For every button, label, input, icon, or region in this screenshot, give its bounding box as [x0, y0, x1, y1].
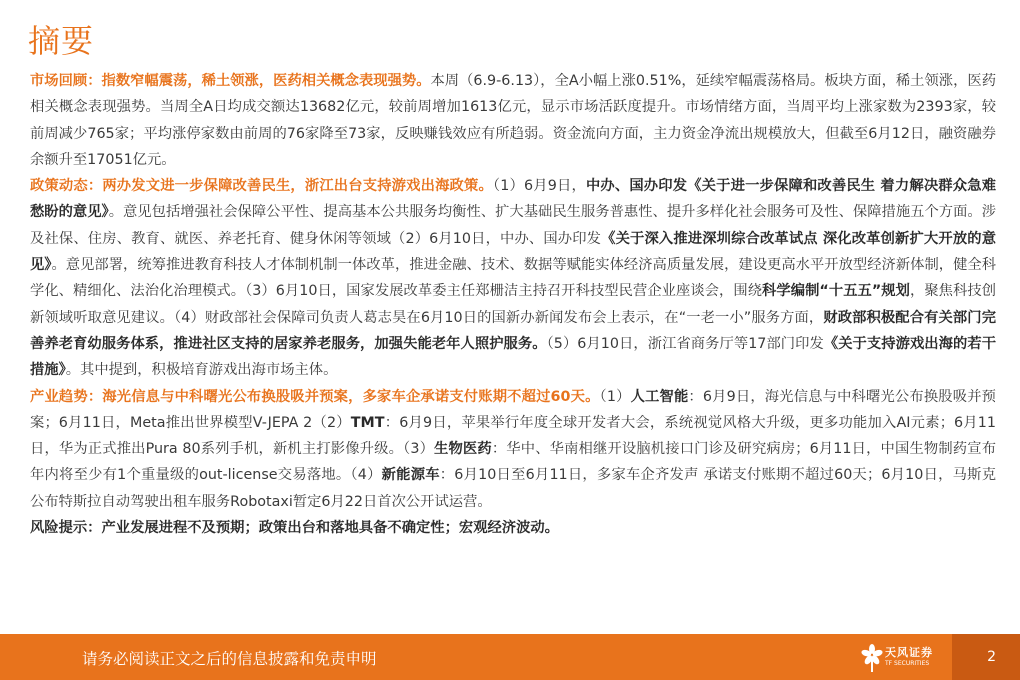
summary-body [30, 68, 996, 541]
industry-bold-3: 生物医药 [434, 441, 492, 458]
market-review-text: 本周（6.9-6.13），全A小幅上涨0.51%，延续窄幅震荡格局。板块方面，稀土领涨，医药相关概念表现强势。当周全A日均成交额达13682亿元，较前周增加1613亿元，显示市场活跃度提升。市场情绪方面，当周平均上涨家数为2393家，较前周减少765家；平均涨停家数由前周的76家降至73家，反映赚钱效应有所趋弱。资金流向方面，主力资金净流出规模放大，但截至6月12日，融资融券余额升至17051亿元。 [30, 73, 996, 168]
policy-bold-1: 中办、国办印发《关于进一步保障和改善民生 着力解决群众急难愁盼的意见》 [30, 178, 996, 221]
company-logo [860, 642, 946, 674]
page-title: 摘要 [28, 22, 95, 60]
footer-corner-block [952, 634, 1020, 680]
footer-bar [0, 634, 1020, 680]
risk-heading: 风险提示： [30, 520, 102, 537]
industry-text-3: ：6月9日，苹果举行年度全球开发者大会，系统视觉风格大升级，更多功能加入AI元素；6月11日，华为正式推出Pura 80系列手机，新机主打影像升级。（3） [30, 414, 996, 458]
policy-text-5: （5）6月10日，浙江省商务厅等17部门印发 [546, 335, 824, 352]
policy-text-2: 。意见包括增强社会保障公平性、提高基本公共服务均衡性、扩大基础民生服务普惠性、提升多样化社会服务可及性、保障措施五个方面。涉及社保、住房、教育、就医、养老托育、健身休闲等领域（2）6月10日，中办、国办印发 [30, 204, 996, 247]
industry-bold-4: 新能源车 [381, 467, 440, 484]
industry-bold-1: 人工智能 [630, 388, 689, 405]
policy-text-1: （1）6月9日， [492, 178, 586, 195]
market-review-paragraph [30, 68, 996, 173]
market-review-heading: 市场回顾：指数窄幅震荡，稀土领涨，医药相关概念表现强势。 [30, 73, 431, 89]
industry-text-1: （1） [599, 388, 631, 405]
logo-subtitle: TF SECURITIES [885, 660, 930, 667]
policy-bold-4: 财政部积极配合有关部门完善养老育幼服务体系，推进社区支持的居家养老服务，加强失能老年人照护服务。 [30, 309, 996, 352]
risk-paragraph [30, 515, 996, 541]
policy-text-3: 。意见部署，统筹推进教育科技人才体制机制一体改革，推进金融、技术、数据等赋能实体经济高质量发展，建设更高水平开放型经济新体制，健全科学化、精细化、法治化治理模式。（3）6月10日，国家发展改革委主任郑栅洁主持召开科技型民营企业座谈会，围绕 [30, 257, 996, 300]
policy-paragraph [30, 173, 996, 383]
policy-text-6: 。其中提到，积极培育游戏出海市场主体。 [65, 362, 338, 379]
industry-text-5: ：6月10日至6月11日，多家车企齐发声 承诺支付账期不超过60天；6月10日，马斯克公布特斯拉自动驾驶出租车服务Robotaxi暂定6月22日首次公开试运营。 [30, 467, 996, 510]
policy-heading: 政策动态：两办发文进一步保障改善民生，浙江出台支持游戏出海政策。 [30, 178, 493, 195]
policy-bold-3: 科学编制“十五五”规划 [762, 283, 910, 300]
logo-name: 天风证券 [885, 646, 933, 659]
policy-text-4: ，聚焦科技创新领域听取意见建议。（4）财政部社会保障司负责人葛志昊在6月10日的国新办新闻发布会上表示，在“一老一小”服务方面， [30, 283, 996, 326]
risk-text: 产业发展进程不及预期；政策出台和落地具备不确定性；宏观经济波动。 [101, 520, 559, 537]
flower-logo-icon [860, 643, 884, 673]
industry-heading: 产业趋势：海光信息与中科曙光公布换股吸并预案，多家车企承诺支付账期不超过60天。 [30, 388, 600, 405]
disclaimer-text: 请务必阅读正文之后的信息披露和免责申明 [82, 650, 377, 668]
industry-text-4: ：华中、华南相继开设脑机接口门诊及研究病房；6月11日，中国生物制药宣布年内将至少有1个重量级的out-license交易落地。（4） [30, 441, 996, 484]
industry-bold-2: TMT [350, 414, 385, 431]
policy-bold-2: 《关于深入推进深圳综合改革试点 深化改革创新扩大开放的意见》 [30, 230, 996, 274]
policy-bold-5: 《关于支持游戏出海的若干措施》 [30, 335, 997, 379]
industry-paragraph [30, 384, 996, 515]
page-number: 2 [987, 649, 996, 665]
industry-text-2: ：6月9日，海光信息与中科曙光公布换股吸并预案；6月11日，Meta推出世界模型V-JEPA 2（2） [30, 388, 996, 431]
